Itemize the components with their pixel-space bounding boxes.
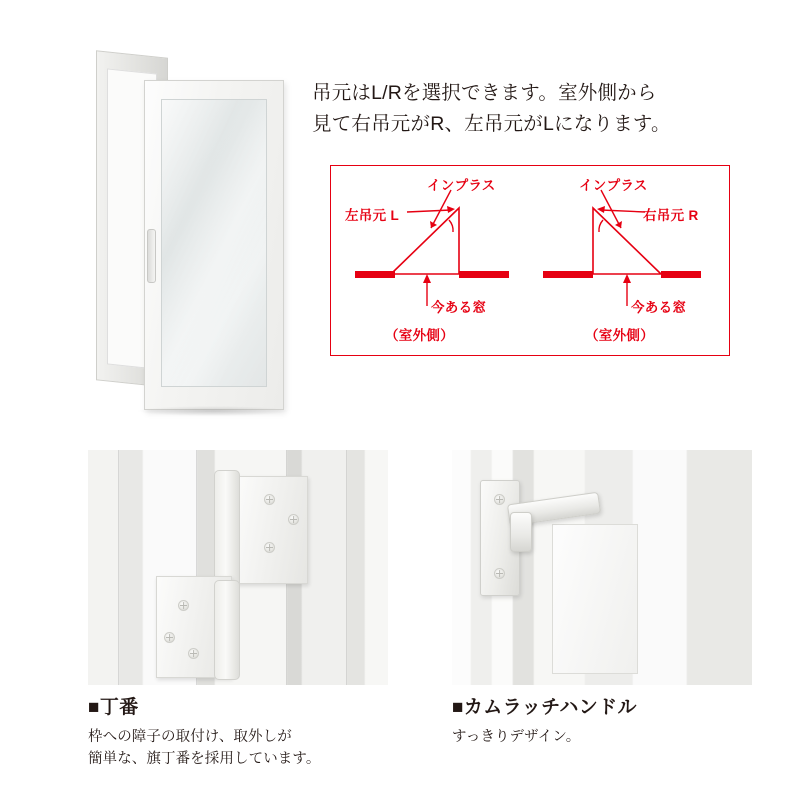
screw-icon <box>164 632 175 643</box>
feature-caption-hinge <box>88 692 398 771</box>
existing-window-bar-left <box>543 271 593 278</box>
description-line-2: 見て右吊元がR、左吊元がLになります。 <box>312 112 671 135</box>
features-section <box>0 440 800 800</box>
right-side-label: （室外側） <box>585 328 654 343</box>
hinge-plate-upper <box>234 476 308 584</box>
feature-title: ■カムラッチハンドル <box>452 697 637 718</box>
screw-icon <box>188 648 199 659</box>
door-glass <box>161 99 267 387</box>
handle-photo <box>452 450 752 685</box>
right-product-label: インプラス <box>579 178 648 193</box>
screw-icon <box>288 514 299 525</box>
existing-window-bar-right <box>661 271 701 278</box>
panel-edge <box>118 450 119 685</box>
left-product-label: インプラス <box>427 178 496 193</box>
screw-icon <box>178 600 189 611</box>
feature-body-line-1: 枠への障子の取付け、取外しが <box>88 729 292 745</box>
feature-title: ■丁番 <box>88 697 139 718</box>
existing-window-bar-right <box>459 271 509 278</box>
handle-photo-background <box>452 450 752 685</box>
hinge-knuckle-upper <box>214 470 240 592</box>
product-photo <box>88 40 298 410</box>
right-hinge-label: 右吊元 R <box>643 208 699 223</box>
door-leaf <box>144 80 284 410</box>
feature-body <box>88 727 398 771</box>
panel-edge <box>346 450 347 685</box>
screw-icon <box>264 494 275 505</box>
hinge-photo-background <box>88 450 388 685</box>
left-existing-window-label: 今ある窓 <box>431 300 487 315</box>
screw-icon <box>494 568 505 579</box>
left-hinge-label: 左吊元 L <box>345 208 399 223</box>
hinge-side-diagram <box>330 165 730 356</box>
diagram-right-panel <box>531 166 731 355</box>
feature-body-line-2: 簡単な、旗丁番を採用しています。 <box>88 750 321 767</box>
right-existing-window-label: 今ある窓 <box>631 300 687 315</box>
left-side-label: （室外側） <box>385 328 454 343</box>
description-line-1: 吊元はL/Rを選択できます。室外側から <box>312 82 657 104</box>
door-shadow <box>138 406 288 416</box>
description-text <box>312 78 762 140</box>
existing-window-bar-left <box>355 271 395 278</box>
feature-body <box>452 727 762 749</box>
hinge-knuckle-lower <box>214 580 240 680</box>
door-handle-icon <box>147 229 156 283</box>
hinge-photo <box>88 450 388 685</box>
screw-icon <box>264 542 275 553</box>
sash-panel <box>552 524 638 674</box>
feature-caption-handle <box>452 692 762 749</box>
feature-body-line-1: すっきりデザイン。 <box>452 729 581 745</box>
diagram-left-panel <box>331 166 531 355</box>
cam-latch-pivot <box>510 512 532 552</box>
screw-icon <box>494 494 505 505</box>
